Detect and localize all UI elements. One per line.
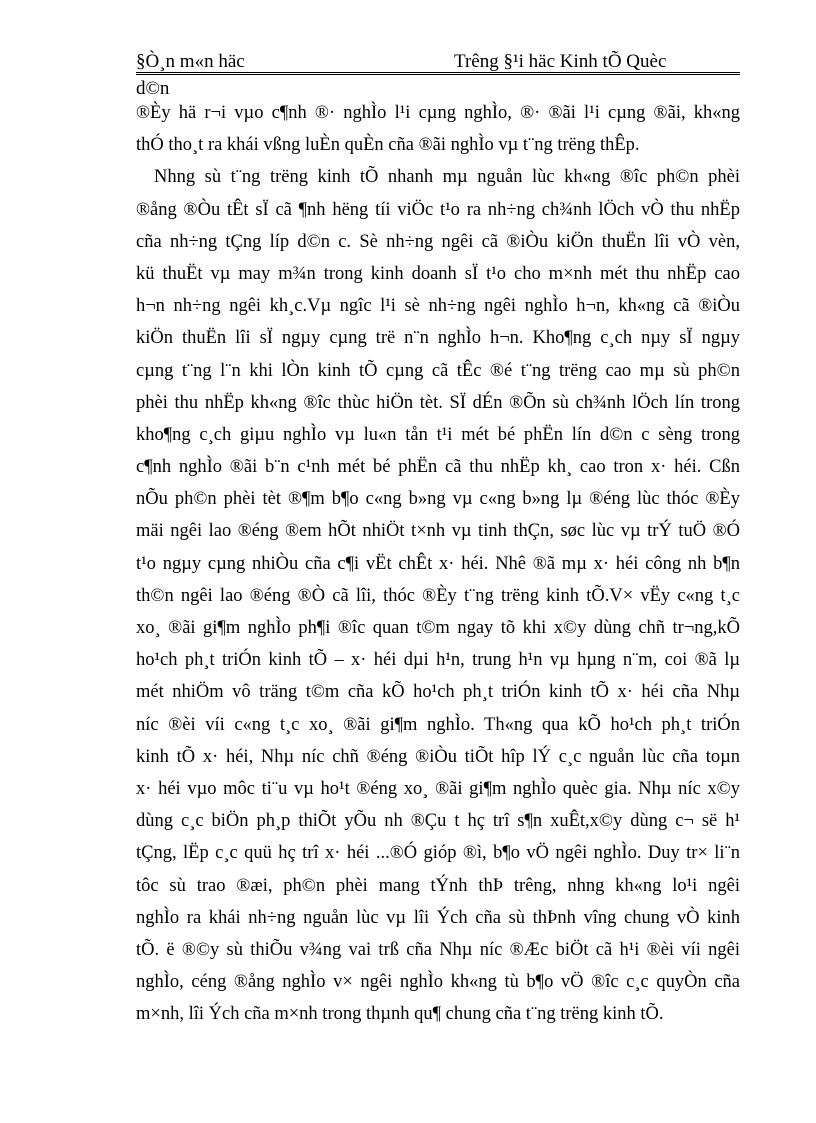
text-line: tÇng, lËp c¸c quü hç trî x· héi ...®Ó gióp ®ì, b¶o vÖ ngêi nghÌo. Duy tr× li¨n: [136, 843, 740, 864]
text-line: kho¶ng c¸ch giµu nghÌo vµ lu«n tån t¹i mét bé phËn lín d©n c sèng trong: [136, 424, 740, 445]
text-line: c¶nh nghÌo ®ãi b¨n c¹nh mét bé phËn cã thu nhËp kh¸ cao tron x· héi. Cßn: [136, 457, 740, 478]
page-header: [136, 50, 740, 73]
text-line: ®Èy hä r¬i vµo c¶nh ®· nghÌo l¹i cµng nghÌo, ®· ®ãi l¹i cµng ®ãi, kh«ng: [136, 103, 740, 123]
text-line: nghÌo, céng ®ång nghÌo v× ngêi nghÌo kh«ng tù b¶o vÖ ®îc c¸c quyÒn cña: [136, 972, 740, 993]
text-line: kü thuËt vµ may m¾n trong kinh doanh sÏ t¹o cho m×nh mét thu nhËp cao: [136, 263, 740, 284]
header-left-text: §Ò¸n m«n häc: [136, 51, 245, 72]
text-line: kiÖn thuËn lîi sÏ ngµy cµng trë n¨n nghÌo h¬n. Kho¶ng c¸ch nµy sÏ ngµy: [136, 328, 740, 349]
text-line: mäi ngêi lao ®éng ®em hÕt nhiÖt t×nh vµ tinh thÇn, søc lùc vµ trÝ tuÖ ®Ó: [136, 521, 740, 542]
text-line: thÓ tho¸t ra khái vßng luÈn quÈn cña ®ãi nghÌo vµ t¨ng trëng thÊp.: [136, 135, 640, 156]
text-line: cµng t¨ng l¨n khi lÒn kinh tÕ cµng cã tÊc ®é t¨ng trëng cao mµ sù ph©n: [136, 360, 740, 381]
text-line: Nhng sù t¨ng trëng kinh tÕ nhanh mµ nguån lùc kh«ng ®îc ph©n phèi: [154, 167, 740, 188]
text-line: nghÌo ra khái nh÷ng nguån lùc vµ lîi Ých cña sù thÞnh vîng chung vÒ kinh: [136, 907, 740, 928]
text-line: ®ång ®Òu tÊt sÏ cã ¶nh hëng tíi viÖc t¹o ra nh÷ng ch¾nh lÖch vÒ thu nhËp: [136, 199, 740, 220]
text-line: dùng c¸c biÖn ph¸p thiÕt yÕu nh ®Çu t hç trî s¶n xuÊt,x©y dùng c¬ së h¹: [136, 811, 740, 832]
text-line: t¹o ngµy cµng nhiÒu cña c¶i vËt chÊt x· héi. Nhê ®ã mµ x· héi công nh b¶n: [136, 553, 740, 574]
header-rule: [136, 74, 740, 75]
text-line: tÕ. ë ®©y sù thiÕu v¾ng vai trß cña Nhµ níc ®Æc biÖt cã h¹i ®èi víi ngêi: [136, 939, 740, 960]
text-line: mét nhiÖm vô träng t©m cña kÕ ho¹ch ph¸t triÓn kinh tÕ x· héi cña Nhµ: [136, 682, 740, 703]
text-line: h¬n nh÷ng ngêi kh¸c.Vµ ngîc l¹i sè nh÷ng ngêi nghÌo h¬n, kh«ng cã ®iÒu: [136, 296, 740, 317]
text-line: níc ®èi víi c«ng t¸c xo¸ ®ãi gi¶m nghÌo. Th«ng qua kÕ ho¹ch ph¸t triÓn: [136, 714, 740, 735]
body-text: [136, 97, 740, 1030]
text-line: tôc sù trao ®æi, ph©n phèi mang tÝnh thÞ trêng, nhng kh«ng lo¹i ngêi: [136, 875, 740, 896]
text-line: th©n ngêi lao ®éng ®Ò cã lîi, thóc ®Èy t¨ng trëng kinh tÕ.V× vËy c«ng t¸c: [136, 585, 740, 606]
text-line: phèi thu nhËp kh«ng ®îc thùc hiÖn tèt. SÏ dÉn ®Õn sù ch¾nh lÖch lín trong: [136, 392, 740, 413]
text-line: nÕu ph©n phèi tèt ®¶m b¶o c«ng b»ng vµ c«ng b»ng lµ ®éng lùc thóc ®Èy: [136, 489, 740, 510]
text-line: x· héi vµo môc ti¨u vµ ho¹t ®éng xo¸ ®ãi gi¶m nghÌo quèc gia. Nhµ níc x©y: [136, 778, 740, 799]
text-line: cña nh÷ng tÇng líp d©n c. Sè nh÷ng ngêi cã ®iÒu kiÖn thuËn lîi vÒ vèn,: [136, 231, 740, 252]
header-right-text: Trêng §¹i häc Kinh tÕ Quèc: [454, 51, 667, 72]
header-continuation-text: d©n: [136, 78, 170, 99]
text-line: m×nh, lîi Ých cña m×nh trong thµnh qu¶ chung cña t¨ng trëng kinh tÕ.: [136, 1004, 664, 1025]
text-line: ho¹ch ph¸t triÓn kinh tÕ – x· héi dµi h¹n, trung h¹n vµ hµng n¨m, coi ®ã lµ: [136, 650, 740, 671]
text-line: xo¸ ®ãi gi¶m nghÌo ph¶i ®îc quan t©m ngay tõ khi x©y dùng chñ tr¬ng,kÕ: [136, 618, 740, 638]
text-line: kinh tÕ x· héi, Nhµ níc chñ ®éng ®iÒu tiÕt hîp lÝ c¸c nguån lùc cña toµn: [136, 746, 740, 767]
